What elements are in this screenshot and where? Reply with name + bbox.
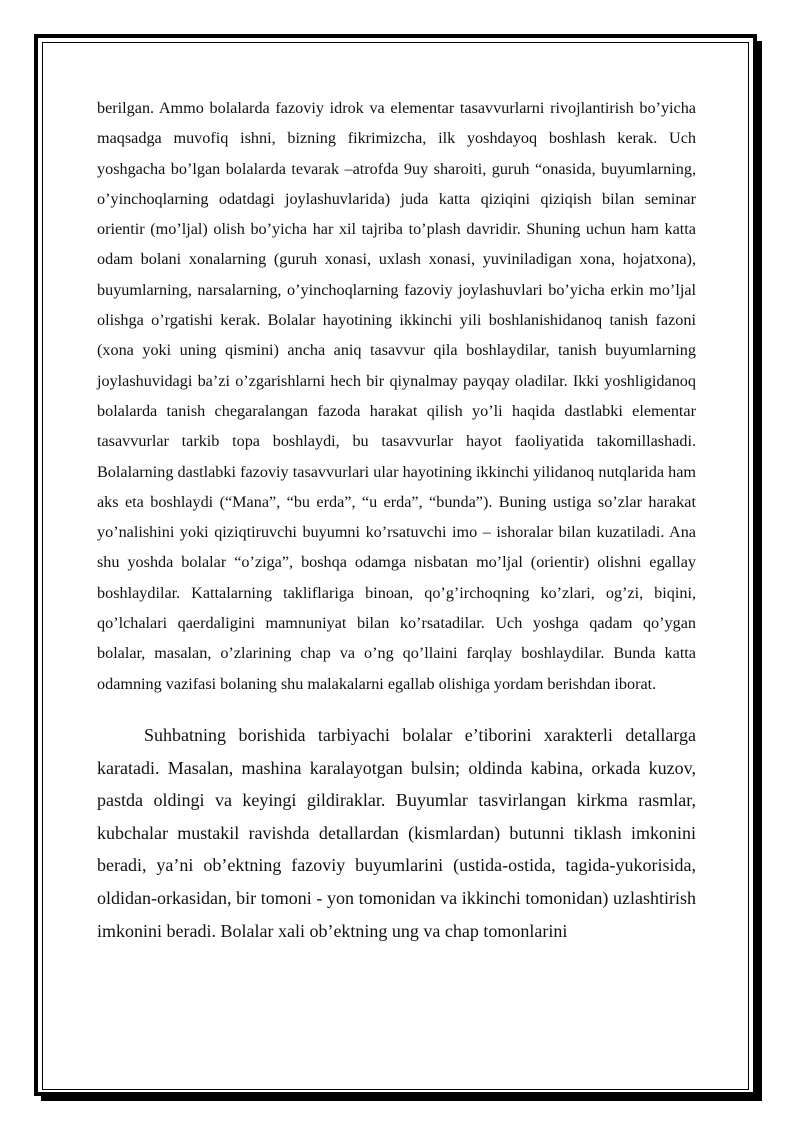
paragraph: berilgan. Ammo bolalarda fazoviy idrok va elementar tasavvurlarni rivojlantirish bo’yicha maqsadga muvofiq ishni, bizning fikrimizcha, ilk yoshdayoq boshlash kerak. Uch yoshgacha bo’lgan bolalarda tevarak –atrofda 9uy sharoiti, guruh “onasida, buyumlarning, o’yinchoqlarning odatdagi joylashuvlarida) juda katta qiziqini qiziqish bilan seminar orientir (mo’ljal) olish bo’yicha har xil tajriba to’plash davridir. Shuning uchun ham katta odam bolani xonalarning (guruh xonasi, uxlash xonasi, yuviniladigan xona, hojatxona), buyumlarning, narsalarning, o’yinchoqlarning fazoviy joylashuvlari bo’yicha erkin mo’ljal olishga o’rgatishi kerak. Bolalar hayotining ikkinchi yili boshlanishidanoq tanish fazoni (xona yoki uning qismini) ancha aniq tasavvur qila boshlaydilar, tanish buyumlarning joylashuvidagi ba’zi o’zgarishlarni hech bir qiynalmay payqay oladilar. Ikki yoshligidanoq bolalarda tanish chegaralangan fazoda harakat qilish yo’li haqida dastlabki elementar tasavvurlar tarkib topa boshlaydi, bu tasavvurlar hayot faoliyatida takomillashadi. Bolalarning dastlabki fazoviy tasavvurlari ular hayotining ikkinchi yilidanoq nutqlarida ham aks eta boshlaydi (“Mana”, “bu erda”, “u erda”, “bunda”). Buning ustiga so’zlar harakat yo’nalishini yoki qiziqtiruvchi buyumni ko’rsatuvchi imo – ishoralar bilan kuzatiladi. Ana shu yoshda bolalar “o’ziga”, boshqa odamga nisbatan mo’ljal (orientir) olishni egallay boshlaydilar. Kattalarning takliflariga binoan, qo’g’irchoqning ko’zlari, og’zi, biqini, qo’lchalari qaerdaligini mamnuniyat bilan ko’rsatadilar. Uch yoshga qadam qo’ygan bolalar, masalan, o’zlarining chap va o’ng qo’llaini farqlay boshlaydilar. Bunda katta odamning vazifasi bolaning shu malakalarni egallab olishiga yordam berishdan iborat. [97, 99, 696, 693]
paragraph: Suhbatning borishida tarbiyachi bolalar e’tiborini xarakterli detallarga karatadi. Masalan, mashina karalayotgan bulsin; oldinda kabina, orkada kuzov, pastda oldingi va keyingi gildiraklar. Buyumlar tasvirlangan kirkma rasmlar, kubchalar mustakil ravishda detallardan (kismlardan) butunni tiklash imkonini beradi, ya’ni ob’ektning fazoviy buyumlarini (ustida-ostida, tagida-yukorisida, oldidan-orkasidan, bir tomoni - yon tomonidan va ikkinchi tomonidan) uzlashtirish imkonini beradi. Bolalar xali ob’ektning ung va chap tomonlarini [97, 724, 696, 941]
document-body [97, 93, 696, 947]
